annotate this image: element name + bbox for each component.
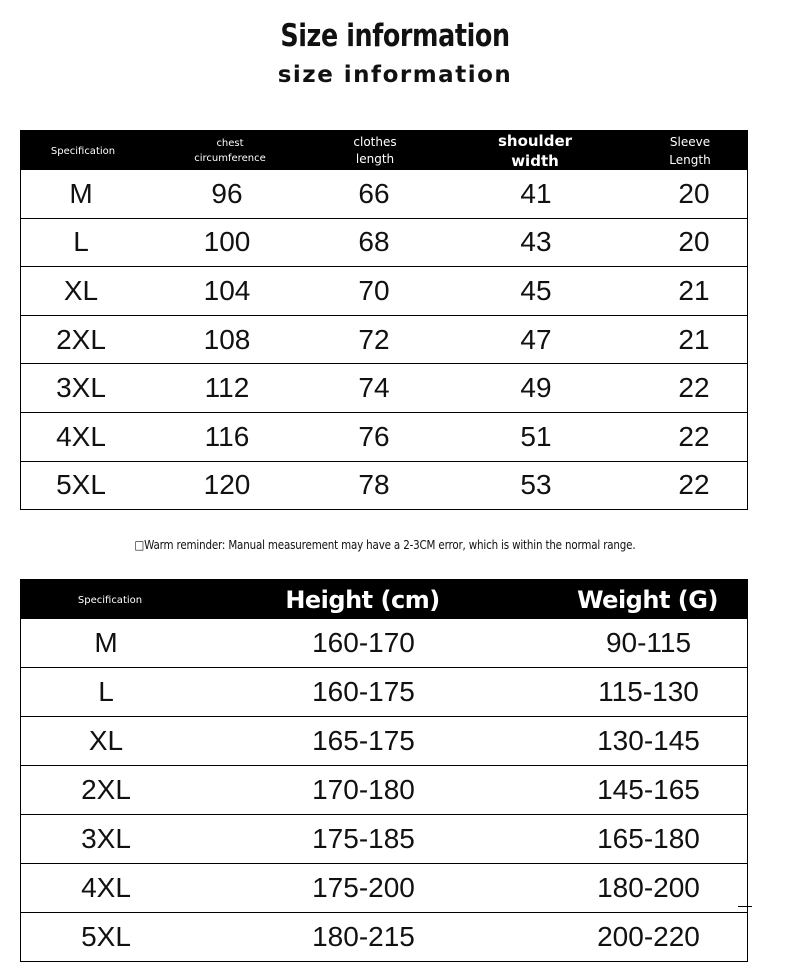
cell-length: 78	[358, 469, 390, 501]
cell-chest: 120	[203, 469, 251, 501]
table-row	[20, 815, 748, 864]
cell-shoulder: 51	[520, 420, 552, 452]
cell-size: 2XL	[56, 323, 106, 355]
table-row	[20, 316, 748, 365]
table-row	[20, 766, 748, 815]
table-row	[20, 413, 748, 462]
cell-height: 165-175	[312, 725, 415, 756]
cell-sleeve: 22	[678, 469, 710, 501]
header-specification: Specification	[50, 145, 116, 157]
cell-length: 70	[358, 274, 390, 306]
cell-length: 72	[358, 323, 390, 355]
cell-size: 3XL	[81, 823, 131, 854]
cell-weight: 180-200	[597, 872, 700, 903]
cell-size: L	[98, 676, 114, 707]
cell-chest: 100	[203, 226, 251, 258]
cell-size: 5XL	[56, 469, 106, 501]
header-chest-circumference: chest circumference	[194, 138, 266, 164]
warm-reminder-note: □Warm reminder: Manual measurement may have a 2-3CM error, which is within the normal range.	[134, 538, 636, 552]
measurements-table-body	[20, 170, 748, 510]
cell-sleeve: 20	[678, 177, 710, 209]
cell-weight: 145-165	[597, 774, 700, 805]
cell-weight: 130-145	[597, 725, 700, 756]
cell-shoulder: 49	[520, 372, 552, 404]
table-row	[20, 717, 748, 766]
cell-shoulder: 53	[520, 469, 552, 501]
cell-weight: 115-130	[598, 676, 699, 707]
table-row	[20, 267, 748, 316]
divider	[738, 906, 752, 907]
table-row	[20, 170, 748, 219]
cell-chest: 104	[203, 274, 251, 306]
page-title: Size information	[280, 18, 510, 54]
cell-size: M	[69, 177, 93, 209]
header-sleeve-length: Sleeve Length	[669, 135, 711, 167]
fit-table-header	[20, 579, 748, 619]
cell-size: M	[94, 627, 118, 658]
cell-weight: 90-115	[605, 627, 692, 658]
cell-height: 160-175	[312, 676, 415, 707]
table-row	[20, 219, 748, 268]
cell-size: 3XL	[56, 372, 106, 404]
cell-sleeve: 21	[678, 323, 710, 355]
cell-size: 5XL	[81, 921, 131, 952]
cell-size: L	[73, 226, 89, 258]
fit-table-body	[20, 619, 748, 962]
table-row	[20, 619, 748, 668]
cell-shoulder: 43	[520, 226, 552, 258]
header-specification: Specification	[77, 594, 143, 606]
cell-shoulder: 45	[520, 274, 552, 306]
cell-sleeve: 22	[678, 372, 710, 404]
cell-sleeve: 20	[678, 226, 710, 258]
cell-weight: 165-180	[597, 823, 700, 854]
table-row	[20, 864, 748, 913]
fit-table	[20, 579, 748, 962]
cell-length: 76	[358, 420, 390, 452]
page-subtitle: size information	[277, 62, 513, 88]
cell-size: 4XL	[56, 420, 106, 452]
cell-length: 68	[358, 226, 390, 258]
cell-height: 160-170	[312, 627, 415, 658]
cell-size: XL	[88, 725, 124, 756]
cell-sleeve: 22	[678, 420, 710, 452]
cell-length: 74	[358, 372, 390, 404]
cell-length: 66	[358, 177, 390, 209]
cell-sleeve: 21	[678, 274, 710, 306]
table-row	[20, 364, 748, 413]
table-row	[20, 668, 748, 717]
measurements-table-header	[20, 130, 748, 170]
cell-height: 180-215	[312, 921, 415, 952]
cell-height: 175-185	[312, 823, 415, 854]
cell-chest: 112	[204, 372, 250, 404]
cell-chest: 108	[203, 323, 251, 355]
table-row	[20, 462, 748, 511]
cell-height: 175-200	[312, 872, 415, 903]
cell-shoulder: 41	[520, 177, 552, 209]
cell-shoulder: 47	[520, 323, 552, 355]
header-shoulder-width: shoulder width	[497, 132, 573, 170]
cell-chest: 96	[211, 177, 243, 209]
cell-size: 4XL	[81, 872, 131, 903]
table-row	[20, 913, 748, 962]
header-clothes-length: clothes length	[353, 135, 397, 166]
cell-size: XL	[63, 274, 99, 306]
measurements-table	[20, 130, 748, 510]
cell-chest: 116	[204, 420, 250, 452]
cell-size: 2XL	[81, 774, 131, 805]
cell-height: 170-180	[312, 774, 415, 805]
header-height: Height (cm)	[285, 586, 440, 614]
header-weight: Weight (G)	[577, 586, 718, 614]
cell-weight: 200-220	[597, 921, 700, 952]
